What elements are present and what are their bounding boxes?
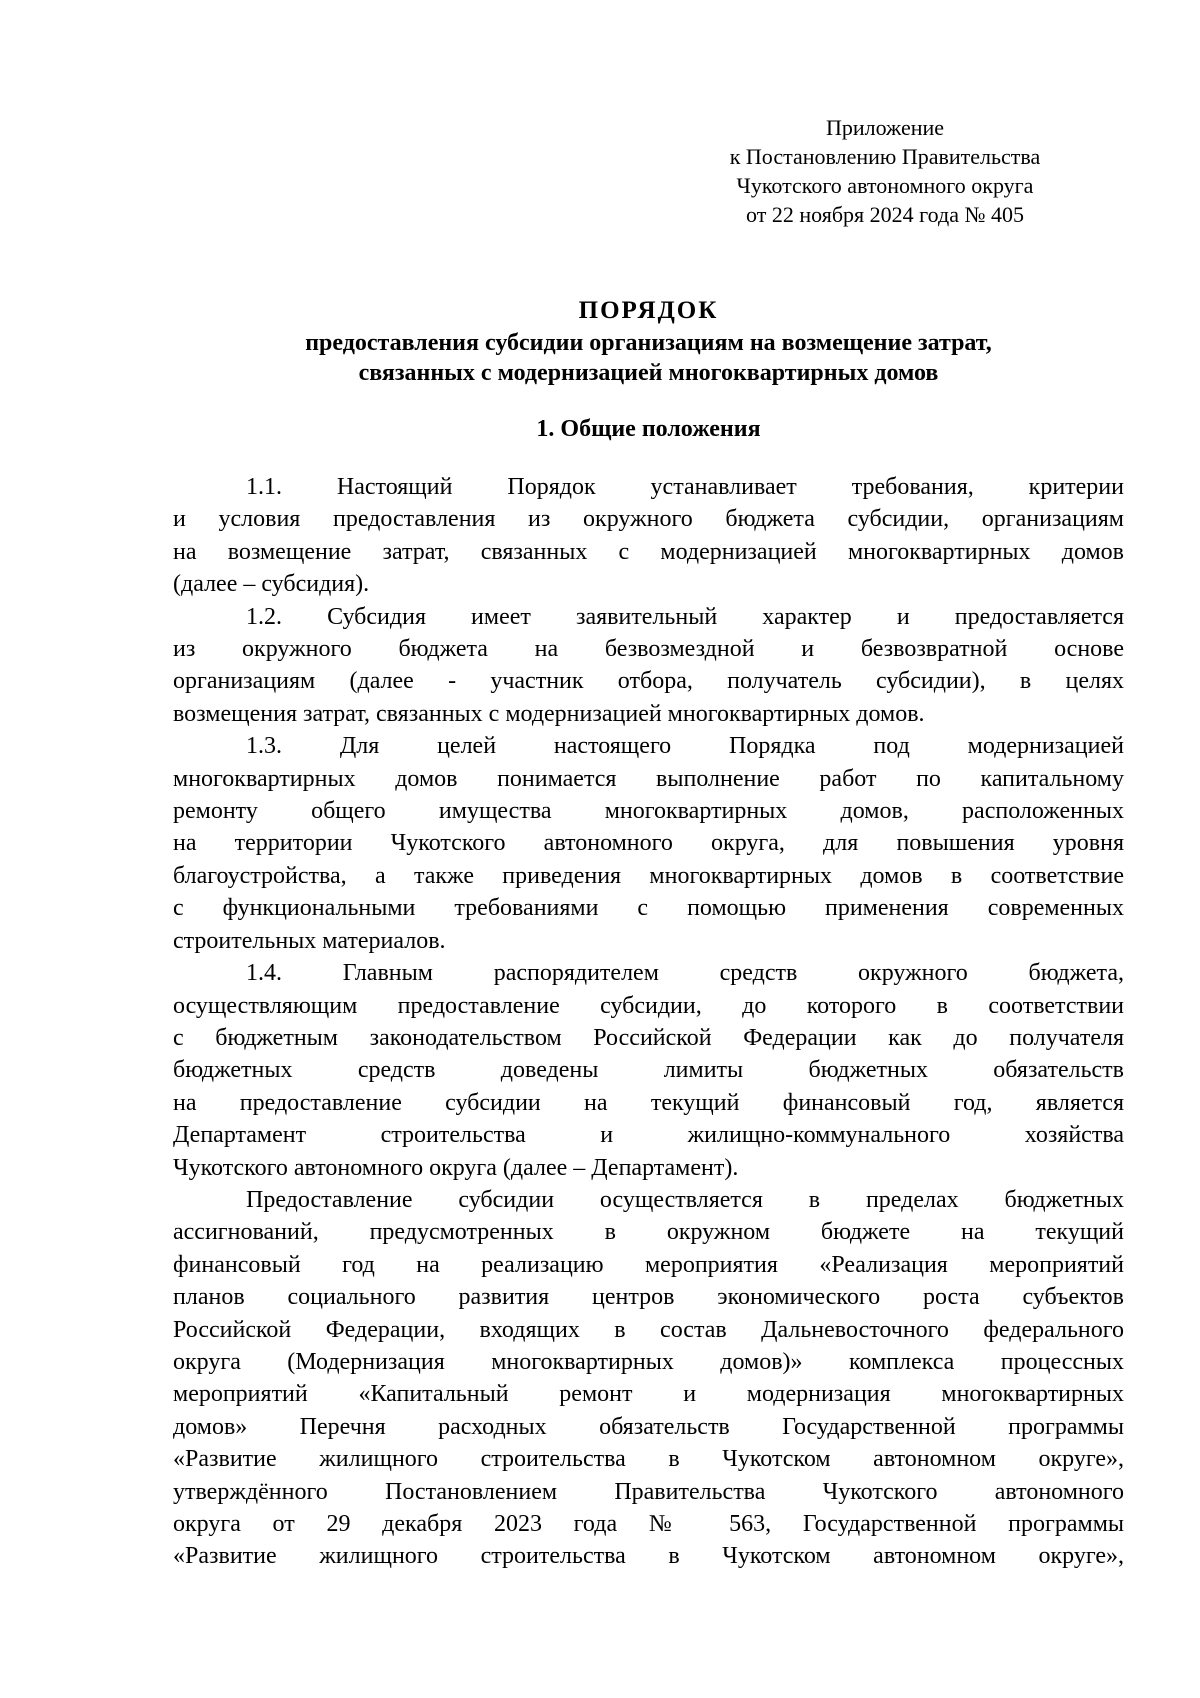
paragraph-line: округа от 29 декабря 2023 года № 563, Государственной программы [173, 1511, 1124, 1537]
paragraph [173, 730, 1124, 957]
appendix-line-4: от 22 ноября 2024 года № 405 [746, 202, 1024, 227]
document-title: ПОРЯДОК [578, 297, 719, 324]
appendix-line-3: Чукотского автономного округа [736, 173, 1034, 198]
paragraph-line: возмещения затрат, связанных с модернизацией многоквартирных домов. [173, 700, 925, 727]
document-title-block [173, 294, 1124, 388]
paragraph-line: «Развитие жилищного строительства в Чукотском автономном округе», [173, 1446, 1124, 1473]
paragraph-line: и условия предоставления из окружного бюджета субсидии, организациям [173, 506, 1124, 533]
paragraph-line: Департамент строительства и жилищно-коммунального хозяйства [173, 1122, 1124, 1149]
paragraph-line: Российской Федерации, входящих в состав Дальневосточного федерального [173, 1316, 1124, 1343]
paragraph-line: 1.1. Настоящий Порядок устанавливает требования, критерии [246, 474, 1124, 500]
paragraph-line: Предоставление субсидии осуществляется в пределах бюджетных [246, 1186, 1124, 1213]
paragraph-line: на территории Чукотского автономного округа, для повышения уровня [173, 830, 1124, 857]
appendix-header [700, 113, 1070, 229]
paragraph-line: (далее – субсидия). [173, 571, 370, 598]
paragraph-line: Чукотского автономного округа (далее – Департамент). [173, 1154, 739, 1181]
document-body [173, 471, 1124, 1573]
paragraph-line: ассигнований, предусмотренных в окружном бюджете на текущий [173, 1219, 1124, 1246]
paragraph-line: 1.3. Для целей настоящего Порядка под модернизацией [246, 733, 1124, 760]
paragraph [173, 1184, 1124, 1573]
appendix-line-2: к Постановлению Правительства [729, 144, 1041, 169]
section-heading: 1. Общие положения [536, 416, 761, 442]
paragraph-line: осуществляющим предоставление субсидии, до которого в соответствии [173, 992, 1124, 1019]
paragraph-line: финансовый год на реализацию мероприятия «Реализация мероприятий [173, 1251, 1124, 1278]
paragraph-line: на предоставление субсидии на текущий финансовый год, является [173, 1089, 1124, 1116]
paragraph-line: «Развитие жилищного строительства в Чукотском автономном округе», [173, 1543, 1124, 1570]
paragraph [173, 471, 1124, 601]
paragraph-line: 1.2. Субсидия имеет заявительный характер и предоставляется [246, 603, 1124, 630]
paragraph-line: 1.4. Главным распорядителем средств окружного бюджета, [246, 960, 1124, 987]
paragraph-line: бюджетных средств доведены лимиты бюджетных обязательств [173, 1057, 1124, 1084]
paragraph [173, 601, 1124, 731]
paragraph-line: организациям (далее - участник отбора, получатель субсидии), в целях [173, 668, 1124, 695]
document-subtitle-line-2: связанных с модернизацией многоквартирных домов [358, 360, 939, 386]
paragraph-line: строительных материалов. [173, 927, 446, 954]
paragraph-line: из окружного бюджета на безвозмездной и безвозвратной основе [173, 636, 1124, 663]
paragraph-line: благоустройства, а также приведения многоквартирных домов в соответствие [173, 862, 1124, 889]
paragraph-line: планов социального развития центров экономического роста субъектов [173, 1284, 1124, 1311]
paragraph-line: ремонту общего имущества многоквартирных домов, расположенных [173, 798, 1124, 825]
paragraph-line: утверждённого Постановлением Правительства Чукотского автономного [173, 1478, 1124, 1505]
paragraph-line: мероприятий «Капитальный ремонт и модернизация многоквартирных [173, 1381, 1124, 1408]
paragraph-line: на возмещение затрат, связанных с модернизацией многоквартирных домов [173, 538, 1124, 565]
appendix-line-1: Приложение [825, 115, 945, 140]
paragraph-line: с бюджетным законодательством Российской Федерации как до получателя [173, 1024, 1124, 1051]
paragraph-line: округа (Модернизация многоквартирных домов)» комплекса процессных [173, 1348, 1124, 1375]
paragraph-line: домов» Перечня расходных обязательств Государственной программы [173, 1413, 1124, 1440]
document-subtitle-line-1: предоставления субсидии организациям на возмещение затрат, [305, 330, 992, 356]
paragraph-line: с функциональными требованиями с помощью применения современных [173, 895, 1124, 922]
paragraph-line: многоквартирных домов понимается выполнение работ по капитальному [173, 765, 1124, 792]
paragraph [173, 957, 1124, 1184]
